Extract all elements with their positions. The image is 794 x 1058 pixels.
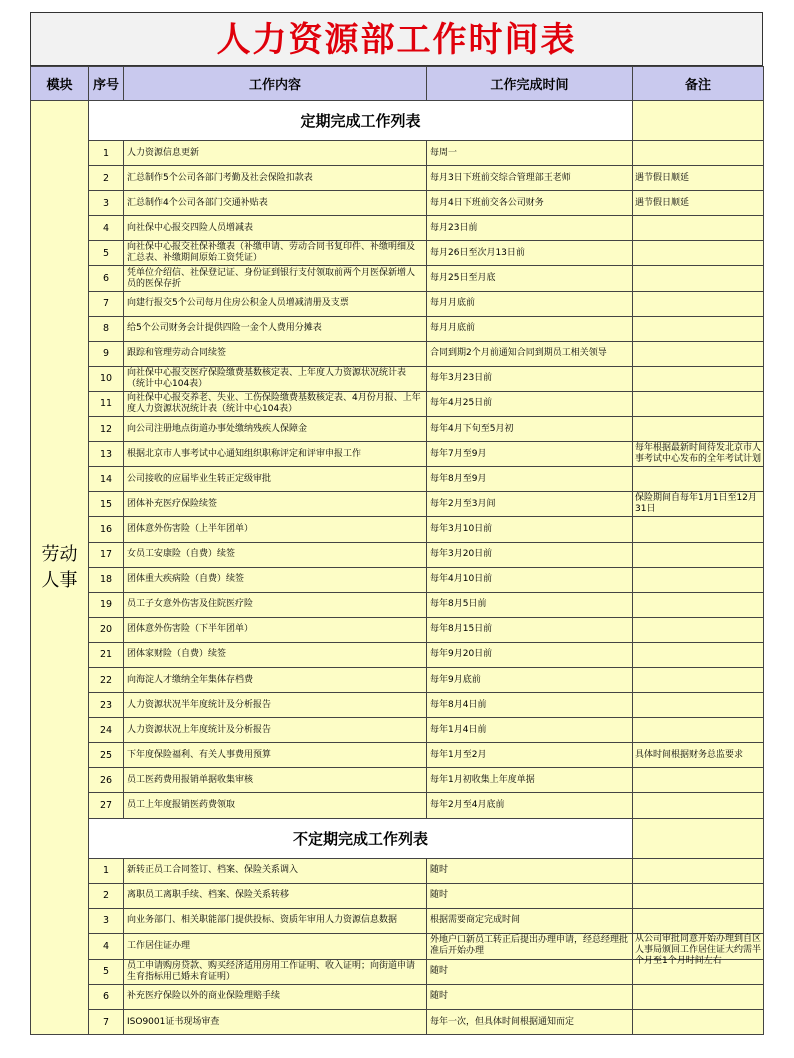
row-index [89, 442, 124, 467]
row-index [89, 266, 124, 291]
header-row [31, 67, 764, 101]
row-index [89, 984, 124, 1009]
row-content [124, 141, 427, 166]
row-index [89, 567, 124, 592]
row-deadline [427, 908, 633, 933]
row-deadline [427, 316, 633, 341]
row-index [89, 517, 124, 542]
row-note-text: 从公司审批同意开始办理到自区人事局颁回工作居住证大约需半个月至1个月时间左右 [635, 933, 762, 966]
row-index [89, 542, 124, 567]
row-deadline [427, 933, 633, 959]
row-note-text: 每年根据最新时间待发北京市人事考试中心发布的全年考试计划 [635, 443, 762, 465]
row-deadline [427, 743, 633, 768]
row-content [124, 718, 427, 743]
table-row [31, 567, 764, 592]
row-deadline-text: 每年1月4日前 [430, 724, 487, 735]
row-index-text: 25 [99, 749, 113, 761]
row-note [633, 617, 764, 642]
row-deadline-text: 每月25日至月底 [430, 273, 496, 284]
row-content-text: 公司接收的应届毕业生转正定级审批 [127, 473, 272, 484]
row-note [633, 743, 764, 768]
table-row [31, 141, 764, 166]
row-content-text: 向业务部门、相关职能部门提供投标、资质年审用人力资源信息数据 [127, 915, 398, 926]
row-deadline [427, 793, 633, 818]
table-row [31, 858, 764, 883]
row-content [124, 984, 427, 1009]
row-note [633, 858, 764, 883]
table-row [31, 517, 764, 542]
row-index [89, 366, 124, 391]
row-deadline-text: 每月3日下班前交综合管理部王老师 [430, 172, 571, 183]
row-deadline-text: 每年7月至9月 [430, 448, 487, 459]
table-row [31, 316, 764, 341]
row-note [633, 517, 764, 542]
row-deadline [427, 366, 633, 391]
row-deadline-text: 每年8月4日前 [430, 699, 487, 710]
row-index-text: 4 [102, 222, 110, 234]
row-content [124, 883, 427, 908]
row-content-text: 员工医药费用报销单据收集审核 [127, 774, 254, 785]
row-index-text: 6 [102, 273, 110, 285]
row-deadline-text: 每年1月初收集上年度单据 [430, 774, 535, 785]
row-index [89, 883, 124, 908]
row-note [633, 908, 764, 933]
row-deadline [427, 1010, 633, 1035]
row-content-text: 人力资源状况上年度统计及分析报告 [127, 724, 272, 735]
row-note [633, 166, 764, 191]
section-irregular-note [633, 818, 764, 858]
row-deadline-text: 每年2月至4月底前 [430, 799, 505, 810]
row-index-text: 22 [99, 674, 113, 686]
row-deadline [427, 718, 633, 743]
row-content [124, 908, 427, 933]
row-content-text: 汇总制作4个公司各部门交通补贴表 [127, 197, 268, 208]
row-note [633, 933, 764, 966]
row-note [633, 391, 764, 416]
table-row [31, 266, 764, 291]
row-deadline-text: 每年9月底前 [430, 674, 481, 685]
row-deadline [427, 216, 633, 241]
row-content [124, 617, 427, 642]
row-content [124, 417, 427, 442]
table-row [31, 592, 764, 617]
row-content-text: 向社保中心报交社保补缴表（补缴申请、劳动合同书复印件、补缴明细及汇总表、补缴期间原始工资凭证） [127, 242, 416, 264]
row-content-text: 离职员工离职手续、档案、保险关系转移 [127, 890, 290, 901]
row-index [89, 718, 124, 743]
section-regular-title: 定期完成工作列表 [89, 101, 633, 141]
row-deadline [427, 768, 633, 793]
row-content [124, 642, 427, 667]
row-deadline-text: 每年8月至9月 [430, 473, 487, 484]
row-index-text: 23 [99, 699, 113, 711]
row-content [124, 743, 427, 768]
row-index-text: 19 [99, 599, 113, 611]
row-index-text: 18 [99, 574, 113, 586]
row-note [633, 341, 764, 366]
row-deadline [427, 567, 633, 592]
row-deadline [427, 442, 633, 467]
row-note [633, 718, 764, 743]
table-row [31, 1010, 764, 1035]
table-row [31, 216, 764, 241]
row-content-text: 工作居住证办理 [127, 940, 191, 951]
row-content [124, 793, 427, 818]
row-index-text: 5 [102, 966, 110, 978]
table-row [31, 718, 764, 743]
row-note [633, 191, 764, 216]
row-deadline-text: 根据需要商定完成时间 [430, 915, 521, 926]
row-note [633, 592, 764, 617]
row-deadline-text: 每年2月至3月间 [430, 498, 496, 509]
row-content-text: 向社保中心报交四险人员增减表 [127, 222, 254, 233]
table-row [31, 442, 764, 467]
row-deadline-text: 随时 [430, 890, 449, 901]
row-content-text: 给5个公司财务会计提供四险一金个人费用分摊表 [127, 323, 322, 334]
row-index [89, 793, 124, 818]
row-deadline-text: 每月23日前 [430, 222, 478, 233]
row-index [89, 642, 124, 667]
row-content-text: 新转正员工合同签订、档案、保险关系调入 [127, 865, 299, 876]
row-note [633, 241, 764, 266]
row-content-text: 团体家财险（自费）续签 [127, 649, 227, 660]
table-row [31, 642, 764, 667]
row-content-text: ISO9001证书现场审查 [127, 1016, 220, 1027]
row-index-text: 24 [99, 724, 113, 736]
row-deadline [427, 542, 633, 567]
table-row [31, 743, 764, 768]
row-note [633, 467, 764, 492]
sheet-title: 人力资源部工作时间表 [30, 12, 763, 66]
row-index [89, 191, 124, 216]
row-content [124, 592, 427, 617]
row-content [124, 391, 427, 416]
row-index-text: 12 [99, 423, 113, 435]
row-index-text: 17 [99, 549, 113, 561]
table-row [31, 542, 764, 567]
row-note [633, 883, 764, 908]
table-row [31, 341, 764, 366]
row-content [124, 442, 427, 467]
row-index-text: 26 [99, 774, 113, 786]
row-index-text: 11 [99, 398, 113, 410]
row-note-text: 遇节假日顺延 [635, 197, 690, 208]
row-deadline-text: 每月4日下班前交各公司财务 [430, 197, 544, 208]
table-row [31, 984, 764, 1009]
header-module: 模块 [31, 67, 89, 101]
row-index-text: 1 [102, 147, 110, 159]
row-deadline-text: 外地户口新员工转正后提出办理申请，经总经理批准后开始办理 [430, 935, 629, 957]
row-deadline [427, 984, 633, 1009]
row-note-text: 遇节假日顺延 [635, 172, 690, 183]
row-note [633, 216, 764, 241]
row-index [89, 166, 124, 191]
row-index [89, 933, 124, 959]
row-deadline [427, 241, 633, 266]
row-content-text: 汇总制作5个公司各部门考勤及社会保险扣款表 [127, 172, 313, 183]
row-deadline [427, 642, 633, 667]
section-regular-note [633, 101, 764, 141]
row-index-text: 2 [102, 890, 110, 902]
row-index-text: 9 [102, 348, 110, 360]
row-index-text: 3 [102, 915, 110, 927]
row-index-text: 6 [102, 991, 110, 1003]
row-deadline [427, 467, 633, 492]
row-content [124, 567, 427, 592]
row-deadline-text: 随时 [430, 991, 449, 1002]
row-content-text: 补充医疗保险以外的商业保险理赔手续 [127, 991, 281, 1002]
timesheet [30, 12, 763, 1035]
row-deadline-text: 每月26日至次月13日前 [430, 247, 525, 258]
row-deadline-text: 每年3月10日前 [430, 523, 493, 534]
row-deadline-text: 随时 [430, 865, 449, 876]
row-index-text: 21 [99, 649, 113, 661]
row-content [124, 959, 427, 984]
row-index [89, 743, 124, 768]
row-index-text: 2 [102, 172, 110, 184]
row-index-text: 7 [102, 1016, 110, 1028]
table-row [31, 667, 764, 692]
row-index-text: 15 [99, 498, 113, 510]
row-index-text: 7 [102, 298, 110, 310]
row-content-text: 人力资源状况半年度统计及分析报告 [127, 699, 272, 710]
row-note [633, 1010, 764, 1035]
table-row [31, 291, 764, 316]
row-index [89, 908, 124, 933]
row-content-text: 员工上年度报销医药费领取 [127, 799, 236, 810]
row-content-text: 下年度保险福利、有关人事费用预算 [127, 749, 272, 760]
table-row [31, 391, 764, 416]
row-deadline [427, 266, 633, 291]
row-deadline-text: 每周一 [430, 147, 458, 158]
row-content-text: 团体补充医疗保险续签 [127, 498, 218, 509]
row-deadline-text: 合同到期2个月前通知合同到期员工相关领导 [430, 348, 607, 359]
row-deadline [427, 291, 633, 316]
row-note [633, 768, 764, 793]
row-note [633, 492, 764, 517]
row-index [89, 492, 124, 517]
row-note [633, 793, 764, 818]
row-note [633, 984, 764, 1009]
row-deadline [427, 858, 633, 883]
row-content-text: 向公司注册地点街道办事处缴纳残疾人保障金 [127, 423, 308, 434]
section-regular [31, 101, 764, 141]
row-deadline-text: 每年4月25日前 [430, 398, 493, 409]
row-deadline-text: 每年9月20日前 [430, 649, 493, 660]
row-index [89, 291, 124, 316]
row-content [124, 492, 427, 517]
row-content-text: 团体意外伤害险（上半年团单） [127, 523, 254, 534]
row-index [89, 417, 124, 442]
row-deadline-text: 每年8月15日前 [430, 624, 493, 635]
table-row [31, 467, 764, 492]
row-note [633, 417, 764, 442]
row-index-text: 4 [102, 940, 110, 952]
table-row [31, 492, 764, 517]
row-index-text: 27 [99, 799, 113, 811]
row-content [124, 216, 427, 241]
row-deadline [427, 166, 633, 191]
row-deadline-text: 每月月底前 [430, 323, 476, 334]
row-index [89, 768, 124, 793]
row-deadline-text: 每年4月下旬至5月初 [430, 423, 514, 434]
row-note [633, 693, 764, 718]
row-content-text: 员工申请购房贷款、购买经济适用房用工作证明、收入证明；向街道申请生育指标用已婚未育证明） [127, 960, 416, 982]
row-note [633, 642, 764, 667]
row-deadline [427, 667, 633, 692]
row-index [89, 141, 124, 166]
row-content [124, 667, 427, 692]
row-deadline-text: 每年3月20日前 [430, 549, 493, 560]
row-note [633, 542, 764, 567]
row-index [89, 667, 124, 692]
row-content [124, 1010, 427, 1035]
header-index: 序号 [89, 67, 124, 101]
row-note [633, 567, 764, 592]
row-content [124, 266, 427, 291]
row-deadline-text: 每年3月23日前 [430, 373, 493, 384]
row-index [89, 592, 124, 617]
table-row [31, 166, 764, 191]
row-content [124, 858, 427, 883]
schedule-table [30, 66, 764, 1035]
row-content-text: 根据北京市人事考试中心通知组织职称评定和评审申报工作 [127, 448, 362, 459]
row-content-text: 跟踪和管理劳动合同续签 [127, 348, 227, 359]
row-index-text: 20 [99, 624, 113, 636]
row-index-text: 3 [102, 197, 110, 209]
row-index [89, 1010, 124, 1035]
row-deadline-text: 每月月底前 [430, 298, 476, 309]
row-index [89, 467, 124, 492]
section-irregular-title: 不定期完成工作列表 [89, 818, 633, 858]
row-deadline [427, 883, 633, 908]
row-content [124, 517, 427, 542]
row-content [124, 191, 427, 216]
table-row [31, 617, 764, 642]
row-content [124, 366, 427, 391]
row-content-text: 向海淀人才缴纳全年集体存档费 [127, 674, 254, 685]
row-index-text: 5 [102, 247, 110, 259]
table-row [31, 693, 764, 718]
table-row [31, 793, 764, 818]
table-row [31, 933, 764, 959]
row-index [89, 241, 124, 266]
row-deadline [427, 517, 633, 542]
row-note-text: 保险期间自每年1月1日至12月31日 [635, 493, 757, 515]
row-content [124, 341, 427, 366]
row-index [89, 858, 124, 883]
row-content [124, 768, 427, 793]
row-content-text: 人力资源信息更新 [127, 147, 200, 158]
row-deadline-text: 每年8月5日前 [430, 599, 487, 610]
row-index [89, 959, 124, 984]
row-deadline-text: 随时 [430, 966, 449, 977]
row-content [124, 467, 427, 492]
row-deadline [427, 693, 633, 718]
row-deadline-text: 每年一次，但具体时间根据通知而定 [430, 1016, 575, 1027]
row-deadline [427, 592, 633, 617]
section-irregular [31, 818, 764, 858]
row-note [633, 366, 764, 391]
row-deadline [427, 391, 633, 416]
row-content [124, 316, 427, 341]
row-index-text: 8 [102, 323, 110, 335]
row-deadline [427, 417, 633, 442]
row-note-text: 具体时间根据财务总监要求 [635, 749, 744, 760]
row-content-text: 女员工安康险（自费）续签 [127, 549, 236, 560]
row-content-text: 团体重大疾病险（自费）续签 [127, 574, 245, 585]
row-content-text: 向建行报交5个公司每月住房公积金人员增减清册及支票 [127, 298, 349, 309]
row-content-text: 凭单位介绍信、社保登记证、身份证到银行支付领取前两个月医保新增人员的医保存折 [127, 267, 416, 289]
table-row [31, 366, 764, 391]
row-deadline [427, 959, 633, 984]
row-index [89, 341, 124, 366]
header-deadline: 工作完成时间 [427, 67, 633, 101]
row-index-text: 1 [102, 865, 110, 877]
row-deadline [427, 617, 633, 642]
row-content-text: 向社保中心报交养老、失业、工伤保险缴费基数核定表、4月份月报、上年度人力资源状况统计表（统计中心104表） [127, 392, 421, 414]
row-content [124, 241, 427, 266]
row-content [124, 166, 427, 191]
row-index [89, 391, 124, 416]
row-note [633, 291, 764, 316]
row-note [633, 667, 764, 692]
row-index-text: 13 [99, 448, 113, 460]
row-note [633, 141, 764, 166]
table-row [31, 417, 764, 442]
row-note [633, 316, 764, 341]
table-row [31, 191, 764, 216]
table-row [31, 768, 764, 793]
row-note [633, 266, 764, 291]
row-content [124, 291, 427, 316]
row-content [124, 542, 427, 567]
row-index [89, 216, 124, 241]
row-index [89, 693, 124, 718]
table-row [31, 908, 764, 933]
table-row [31, 241, 764, 266]
row-index-text: 14 [99, 473, 113, 485]
row-deadline-text: 每年1月至2月 [430, 749, 487, 760]
row-note [633, 442, 764, 467]
row-deadline-text: 每年4月10日前 [430, 574, 493, 585]
row-content-text: 团体意外伤害险（下半年团单） [127, 624, 254, 635]
row-index-text: 10 [99, 373, 113, 385]
row-index [89, 617, 124, 642]
row-content-text: 向社保中心报交医疗保险缴费基数核定表、上年度人力资源状况统计表（统计中心104表） [127, 367, 407, 389]
row-content [124, 693, 427, 718]
row-deadline [427, 341, 633, 366]
row-deadline [427, 492, 633, 517]
row-index-text: 16 [99, 523, 113, 535]
row-content [124, 933, 427, 959]
module-name: 劳动 人事 [31, 101, 89, 1035]
header-content: 工作内容 [124, 67, 427, 101]
row-deadline [427, 141, 633, 166]
row-index [89, 316, 124, 341]
header-note: 备注 [633, 67, 764, 101]
row-deadline [427, 191, 633, 216]
table-row [31, 883, 764, 908]
row-content-text: 员工子女意外伤害及住院医疗险 [127, 599, 254, 610]
